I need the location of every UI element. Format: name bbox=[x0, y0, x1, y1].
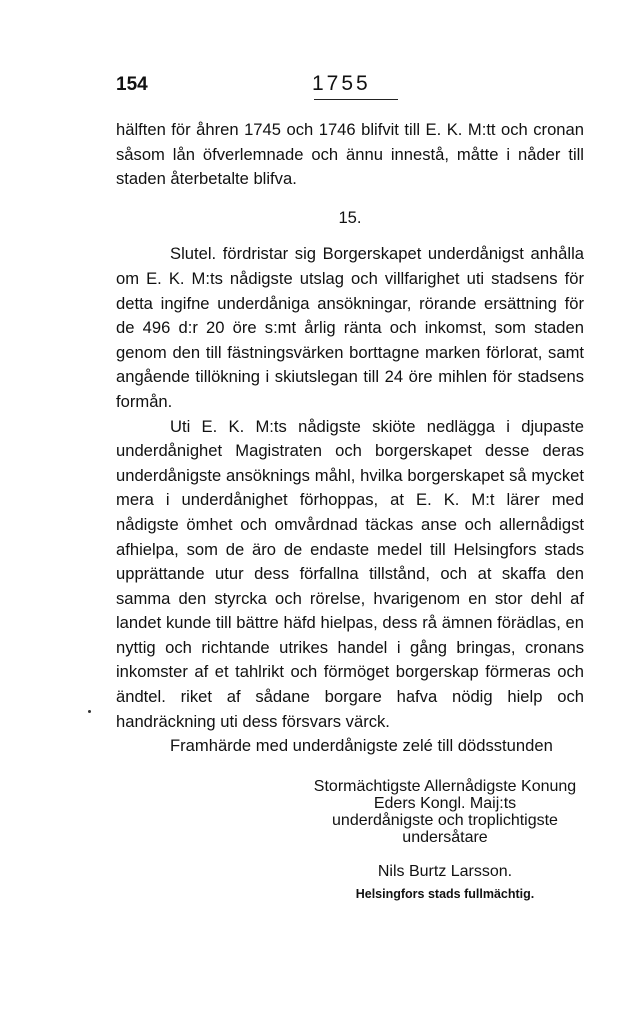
page-number: 154 bbox=[116, 74, 148, 95]
closing-line: Framhärde med underdånigste zelé till dödsstunden bbox=[170, 736, 553, 756]
body-text bbox=[116, 118, 584, 759]
signatory-name: Nils Burtz Larsson. bbox=[377, 863, 513, 880]
signature-block bbox=[280, 778, 610, 903]
header-rule bbox=[314, 99, 398, 100]
salutation-line-4: undersåtare bbox=[402, 829, 488, 846]
paragraph-request: Slutel. fördristar sig Borgerskapet underdånigst anhålla om E. K. M:ts nådigste utslag och villfarighet uti stadsens för detta ingifne underdåniga ansökningar, rörande ersättning för de 496 d:r 20 öre s:mt årlig ränta och inkomst, som staden genom den till fästningsvärken borttagne marken förlorat, samt angående tillökning i skiutslegan till 24 öre mihlen för stadsens formån. bbox=[116, 244, 584, 411]
salutation-line-1: Stormächtigste Allernådigste Konung bbox=[313, 778, 577, 795]
section-number: 15. bbox=[338, 207, 362, 227]
paragraph-petition: Uti E. K. M:ts nådigste skiöte nedlägga i djupaste underdånighet Magistraten och borgerskapet desse deras underdånigste ansöknings måhl, hvilka borgerskapet så mycket mera i underdånighet förhoppas, at E. K. M:t lärer med nådigste ömhet och omvårdnad täckas anse och allernådigst afhielpa, som de äro de endaste medel till Helsingfors stads upprättande utur dess förfallna tillstånd, och at skaffa den samma den styrcka och rörelse, hvarigenom en stor dehl af landet kunde till bättre häfd hielpas, dess rå ämnen förädlas, en nyttig och richtande utrikes handel i gång bringas, cronans inkomster af et tahlrikt och förmöget borgerskap förmeras och ändtel. riket af sådane borgare hafva nödig hielp och handräckning uti dess försvars värck. bbox=[116, 416, 584, 731]
stray-mark bbox=[88, 710, 91, 713]
salutation-line-2: Eders Kongl. Maij:ts bbox=[373, 795, 517, 812]
paragraph-continued: hälften för åhren 1745 och 1746 blifvit till E. K. M:tt och cronan såsom lån öfverlemnade och ännu innestå, måtte i nåder till staden återbetalte blifva. bbox=[116, 120, 584, 189]
running-header-year: 1755 bbox=[312, 72, 371, 95]
signatory-title: Helsingfors stads fullmächtig. bbox=[355, 887, 535, 901]
salutation-line-3: underdånigste och troplichtigste bbox=[332, 812, 558, 829]
